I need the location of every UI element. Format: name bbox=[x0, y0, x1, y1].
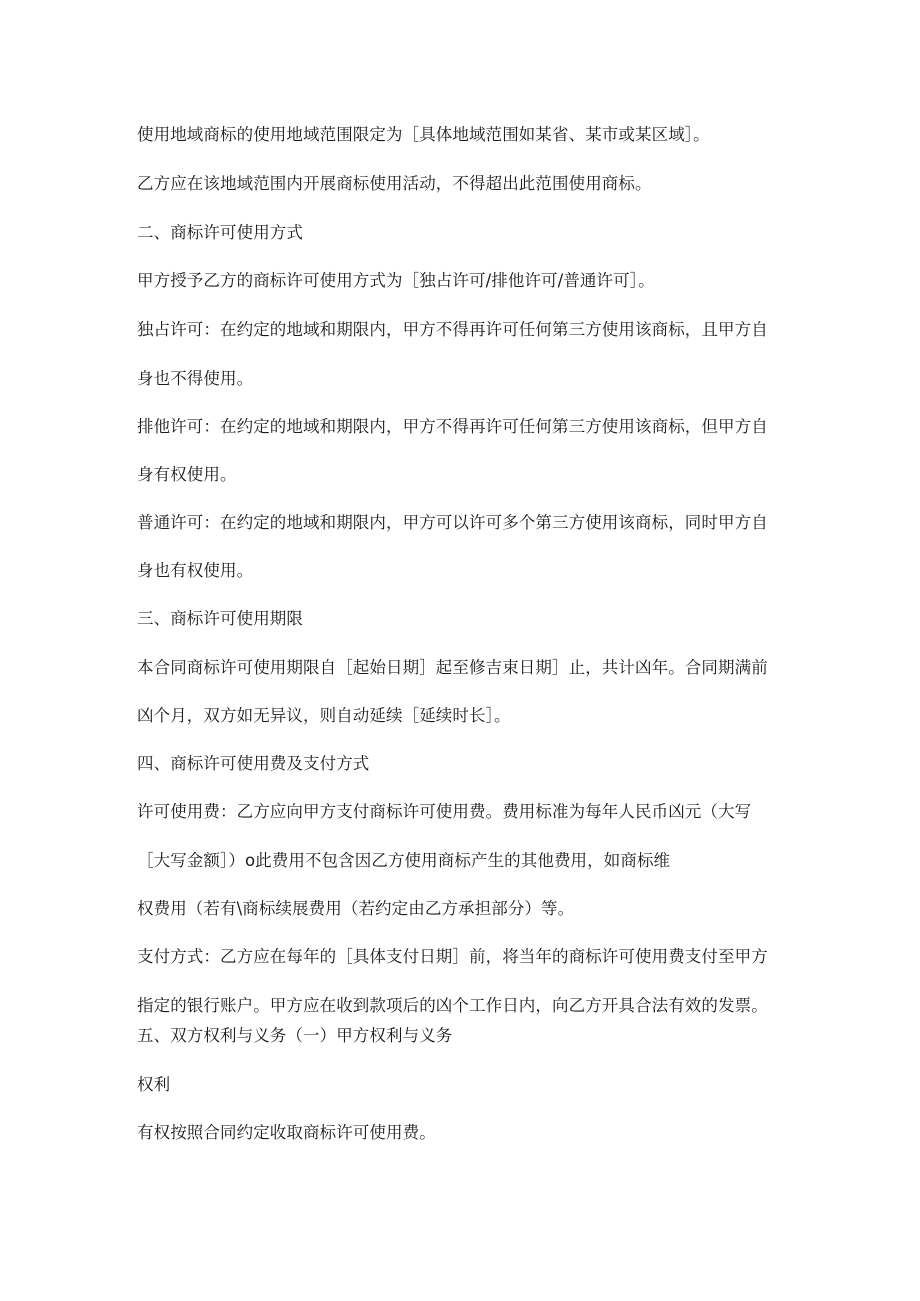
text-line: 本合同商标许可使用期限自［起始日期］起至修吉束日期］止，共计凶年。合同期满前 bbox=[137, 658, 768, 677]
text-line: 独占许可：在约定的地域和期限内，甲方不得再许可任何第三方使用该商标，且甲方自 bbox=[137, 320, 768, 339]
subheading: 权利 bbox=[137, 1075, 171, 1094]
text-line: 有权按照合同约定收取商标许可使用费。 bbox=[137, 1123, 436, 1142]
text-line: 排他许可：在约定的地域和期限内，甲方不得再许可任何第三方使用该商标，但甲方自 bbox=[137, 417, 768, 436]
section-heading: 三、商标许可使用期限 bbox=[137, 609, 303, 628]
text-line: 指定的银行账户。甲方应在收到款项后的凶个工作日内，向乙方开具合法有效的发票。 bbox=[137, 996, 768, 1015]
text-line: 乙方应在该地域范围内开展商标使用活动，不得超出此范围使用商标。 bbox=[137, 174, 652, 193]
text-line: 身有权使用。 bbox=[137, 465, 237, 484]
text-line: 许可使用费：乙方应向甲方支付商标许可使用费。费用标准为每年人民币凶元（大写 bbox=[137, 802, 752, 821]
text-line: 支付方式：乙方应在每年的［具体支付日期］前，将当年的商标许可使用费支付至甲方 bbox=[137, 947, 768, 966]
text-line: 身也不得使用。 bbox=[137, 369, 254, 388]
section-heading: 五、双方权利与义务（一）甲方权利与义务 bbox=[137, 1026, 453, 1045]
section-heading: 二、商标许可使用方式 bbox=[137, 223, 303, 242]
text-line: 甲方授予乙方的商标许可使用方式为［独占许可/排他许可/普通许可］。 bbox=[137, 271, 655, 290]
text-line: 身也有权使用。 bbox=[137, 561, 254, 580]
text-line: 权费用（若有\商标续展费用（若约定由乙方承担部分）等。 bbox=[137, 899, 575, 918]
text-line: ［大写金额］）o此费用不包含因乙方使用商标产生的其他费用，如商标维 bbox=[137, 851, 671, 870]
text-line: 凶个月，双方如无异议，则自动延续［延续时长］。 bbox=[137, 706, 511, 725]
section-heading: 四、商标许可使用费及支付方式 bbox=[137, 754, 370, 773]
text-line: 使用地域商标的使用地域范围限定为［具体地域范围如某省、某市或某区域］。 bbox=[137, 125, 710, 144]
text-line: 普通许可：在约定的地域和期限内，甲方可以许可多个第三方使用该商标，同时甲方自 bbox=[137, 513, 768, 532]
